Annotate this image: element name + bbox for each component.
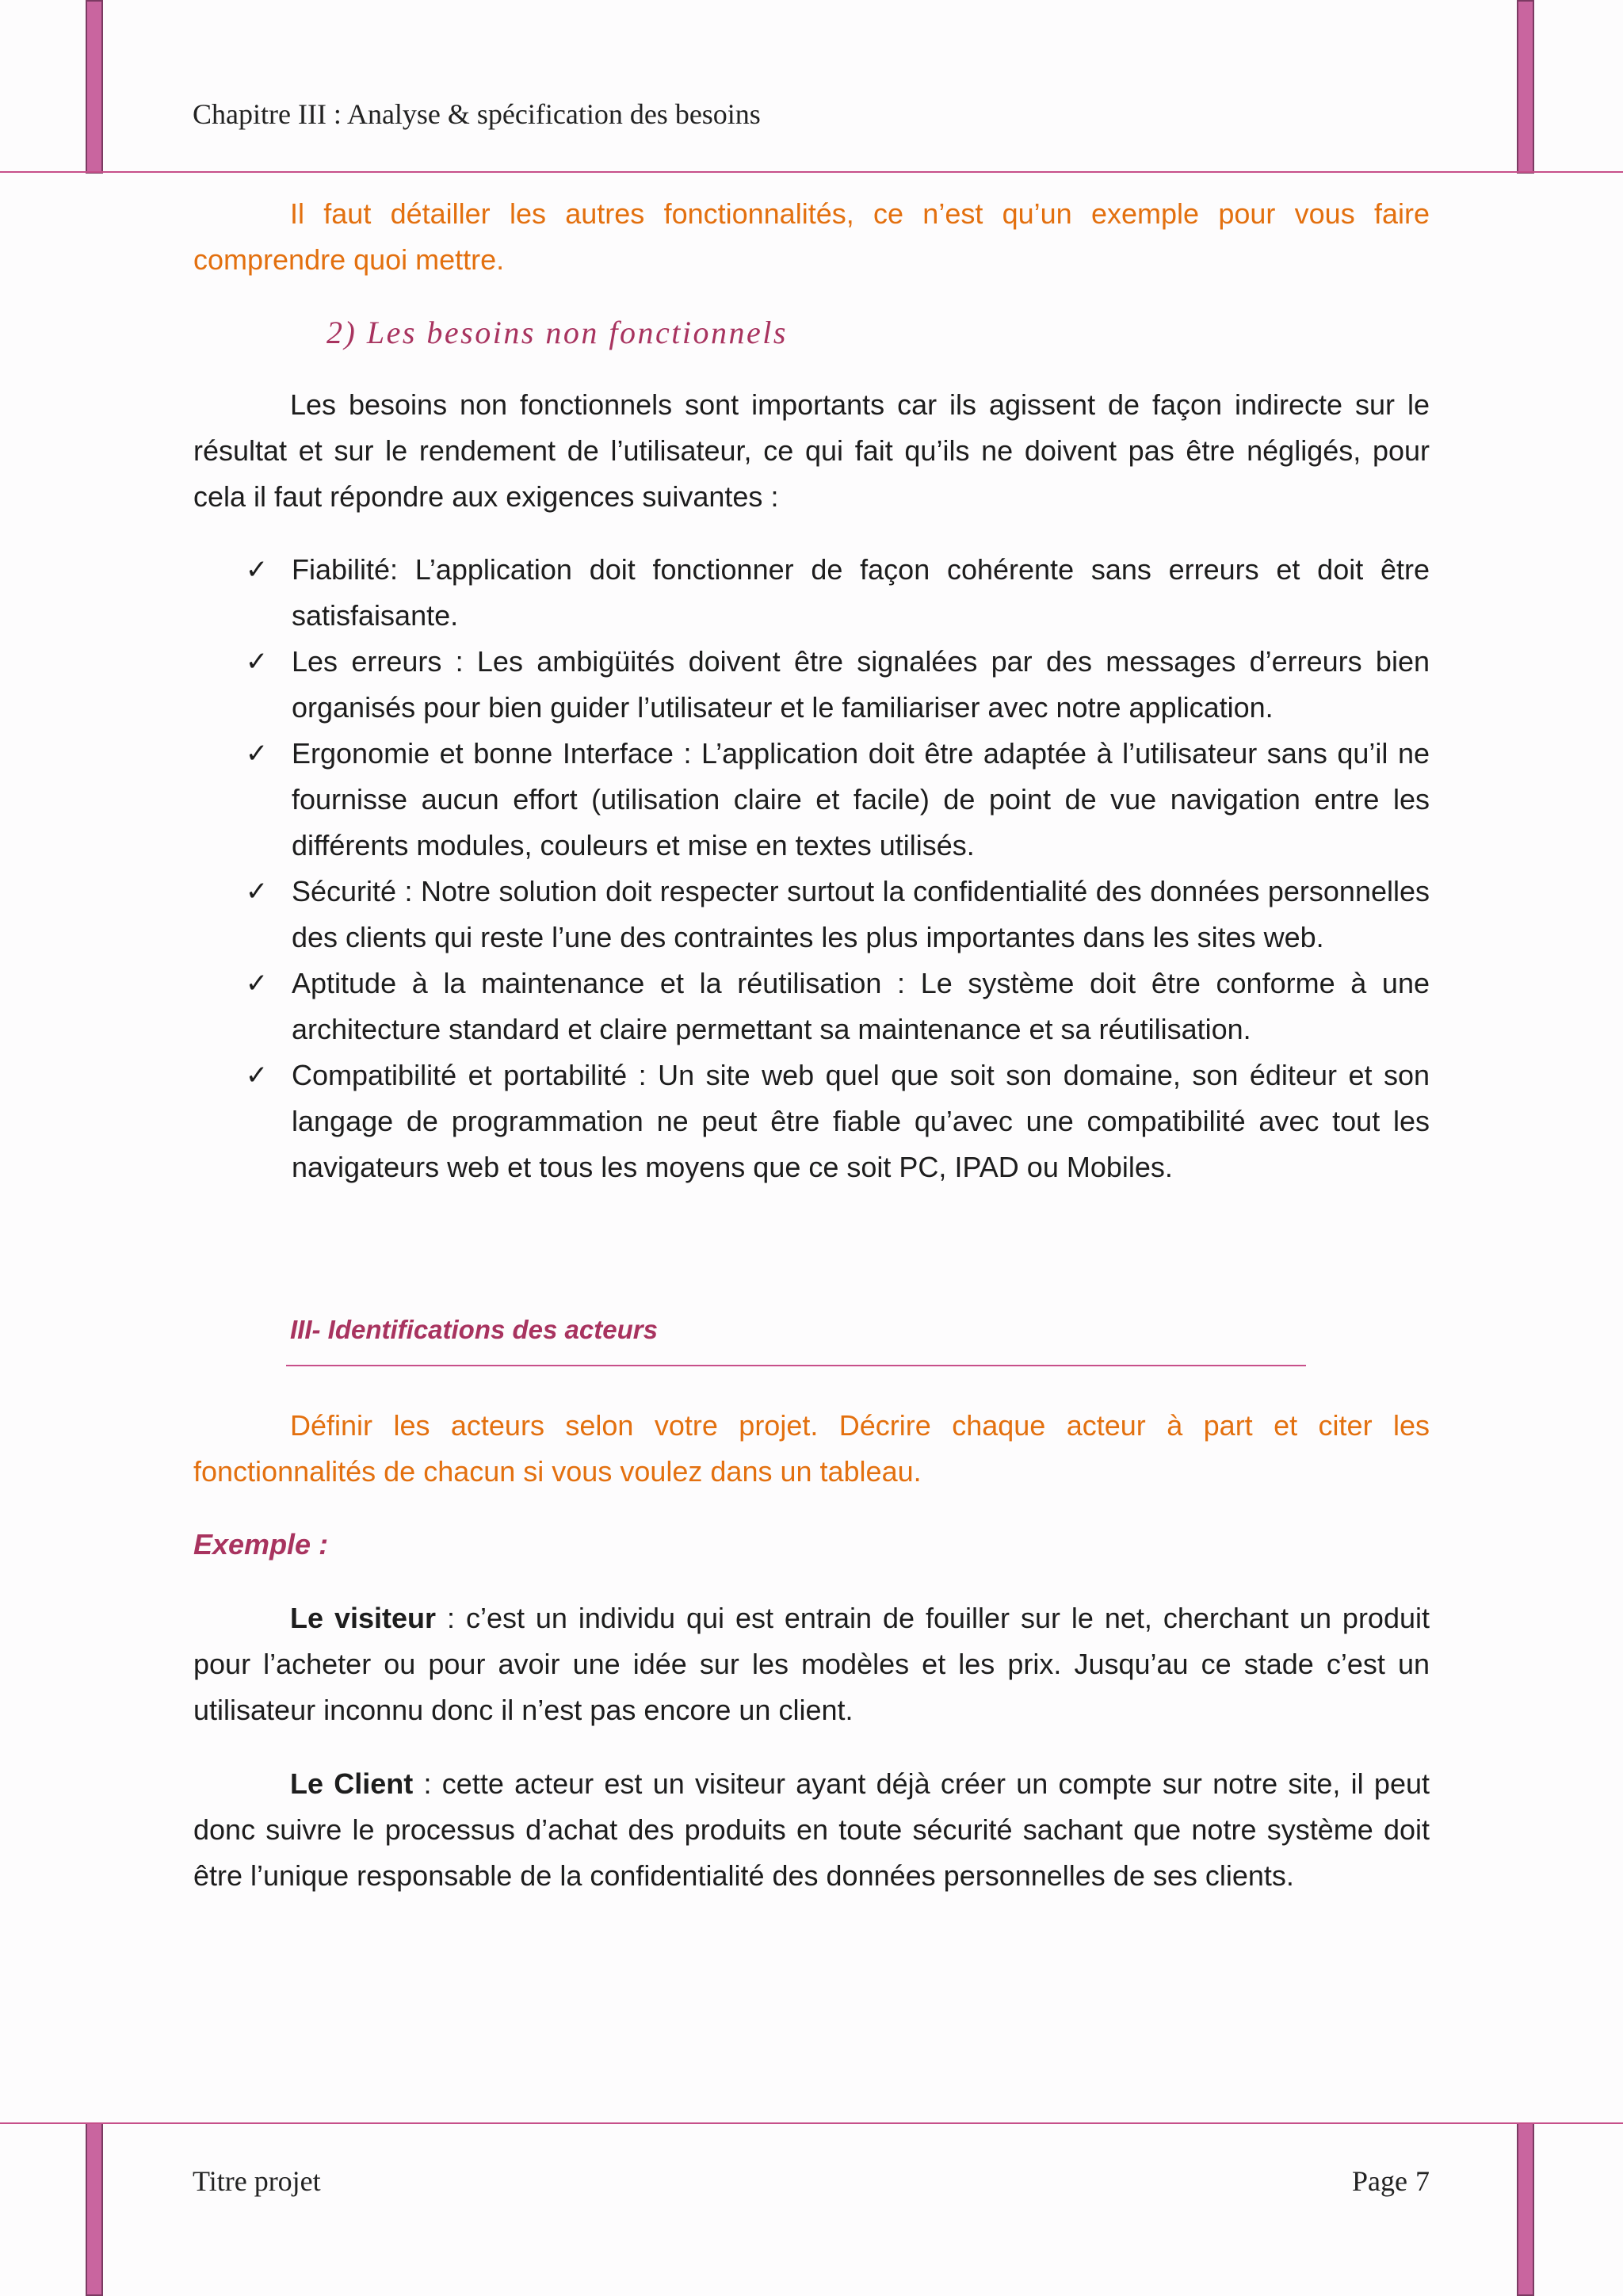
list-item	[193, 869, 1430, 961]
list-item-text: Sécurité : Notre solution doit respecter surtout la confidentialité des données personnelles des clients qui reste l’une des contraintes les plus importantes dans les sites web.	[292, 875, 1430, 953]
actor-visitor-paragraph	[193, 1595, 1430, 1733]
actor-description: : cette acteur est un visiteur ayant déjà créer un compte sur notre site, il peut donc suivre le processus d’achat des produits en toute sécurité sachant que notre système doit être l’unique responsable de la confidentialité des données personnelles de ses clients.	[193, 1767, 1430, 1892]
example-label: Exemple :	[193, 1528, 329, 1561]
actor-client-paragraph	[193, 1761, 1430, 1899]
footer-rule	[0, 2122, 1623, 2124]
list-item	[193, 639, 1430, 731]
footer-right-bar	[1517, 2122, 1534, 2296]
list-item-text: Les erreurs : Les ambigüités doivent être signalées par des messages d’erreurs bien organisés pour bien guider l’utilisateur et le familiariser avec notre application.	[292, 645, 1430, 724]
actor-name: Le visiteur	[290, 1602, 437, 1634]
header-rule	[0, 171, 1623, 173]
footer-page-info	[1352, 2162, 1430, 2200]
list-item	[193, 961, 1430, 1052]
header-right-bar	[1517, 0, 1534, 174]
checkmark-icon: ✓	[245, 876, 269, 907]
list-item-text: Ergonomie et bonne Interface : L’application doit être adaptée à l’utilisateur sans qu’il ne fournisse aucun effort (utilisation claire et facile) de point de vue navigation entre les différents modules, couleurs et mise en textes utilisés.	[292, 737, 1430, 861]
checkmark-icon: ✓	[245, 968, 269, 999]
checkmark-icon: ✓	[245, 646, 269, 678]
nonfunctional-intro: Les besoins non fonctionnels sont importants car ils agissent de façon indirecte sur le résultat et sur le rendement de l’utilisateur, ce qui fait qu’ils ne doivent pas être négligés, pour cela il faut répondre aux exigences suivantes :	[193, 388, 1430, 513]
list-item	[193, 547, 1430, 639]
requirements-list	[193, 547, 1430, 1190]
list-item	[193, 1052, 1430, 1190]
intro-note: Il faut détailler les autres fonctionnalités, ce n’est qu’un exemple pour vous faire comprendre quoi mettre.	[193, 197, 1430, 276]
page-label: Page	[1352, 2165, 1407, 2197]
section-heading: III- Identifications des acteurs	[290, 1315, 658, 1344]
checkmark-icon: ✓	[245, 1060, 269, 1091]
list-item-text: Compatibilité et portabilité : Un site web quel que soit son domaine, son éditeur et son langage de programmation ne peut être fiable qu’avec une compatibilité avec tout les navigateurs web et tous les moyens que ce soit PC, IPAD ou Mobiles.	[292, 1059, 1430, 1183]
actor-description: : c’est un individu qui est entrain de fouiller sur le net, cherchant un produit pour l’acheter ou pour avoir une idée sur les modèles et les prix. Jusqu’au ce stade c’est un utilisateur inconnu donc il n’est pas encore un client.	[193, 1602, 1430, 1726]
subsection-heading: 2) Les besoins non fonctionnels	[327, 315, 788, 350]
checkmark-icon: ✓	[245, 554, 269, 586]
list-item-text: Aptitude à la maintenance et la réutilisation : Le système doit être conforme à une architecture standard et claire permettant sa maintenance et sa réutilisation.	[292, 967, 1430, 1045]
actors-note: Définir les acteurs selon votre projet. Décrire chaque acteur à part et citer les fonctionnalités de chacun si vous voulez dans un tableau.	[193, 1409, 1430, 1488]
header-left-bar	[86, 0, 103, 174]
footer-project-title: Titre projet	[193, 2165, 321, 2197]
page-number: 7	[1415, 2165, 1430, 2197]
footer-left-bar	[86, 2122, 103, 2296]
page-header-title: Chapitre III : Analyse & spécification des besoins	[193, 98, 761, 130]
actor-name: Le Client	[290, 1767, 414, 1800]
list-item	[193, 731, 1430, 869]
checkmark-icon: ✓	[245, 738, 269, 770]
list-item-text: Fiabilité: L’application doit fonctionner de façon cohérente sans erreurs et doit être satisfaisante.	[292, 553, 1430, 632]
section-heading-rule	[286, 1365, 1306, 1366]
